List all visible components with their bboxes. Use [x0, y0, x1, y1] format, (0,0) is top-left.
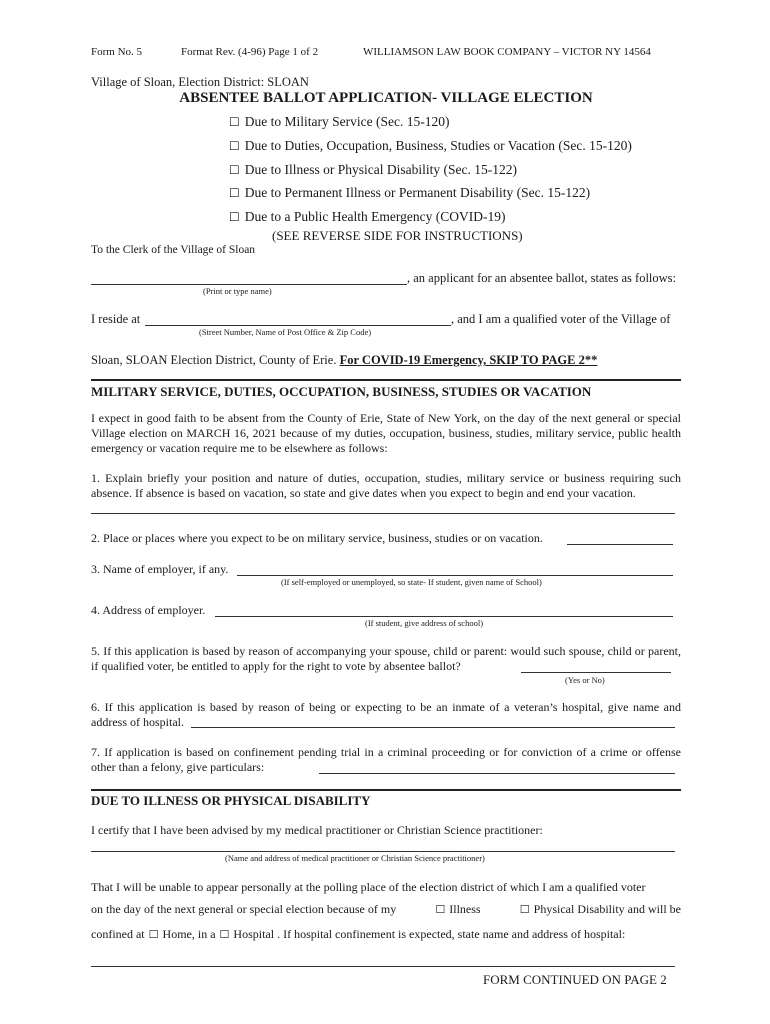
residence-caption: (Street Number, Name of Post Office & Zip Code) — [199, 327, 372, 337]
q3-caption: (If self-employed or unemployed, so state- If student, given name of School) — [281, 577, 542, 587]
footer-continued: FORM CONTINUED ON PAGE 2 — [483, 972, 667, 987]
applicant-name-field[interactable] — [91, 284, 407, 285]
checkbox-permanent[interactable]: ☐ — [229, 186, 240, 200]
reside-suffix: , and I am a qualified voter of the Village of — [451, 312, 671, 326]
q3-answer-field[interactable] — [237, 575, 673, 576]
expect-paragraph: I expect in good faith to be absent from the County of Erie, State of New York, on the day of the next general or special Village election on MARCH 16, 2021 because of my duties, occupation, business, studies, military service, public health emergency or vacation require me to be elsewhere as follows: — [91, 411, 681, 455]
page-title: ABSENTEE BALLOT APPLICATION- VILLAGE ELECTION — [179, 90, 593, 106]
checkbox-illness-reason[interactable]: ☐ — [435, 903, 446, 916]
clerk-line: To the Clerk of the Village of Sloan — [91, 244, 256, 256]
option-illness[interactable]: ☐ Due to Illness or Physical Disability (Sec. 15-122) — [229, 162, 517, 177]
q5-caption: (Yes or No) — [565, 675, 605, 685]
option-permanent[interactable]: ☐ Due to Permanent Illness or Permanent Disability (Sec. 15-122) — [229, 185, 591, 200]
checkbox-covid[interactable]: ☐ — [229, 210, 240, 224]
q4-caption: (If student, give address of school) — [365, 618, 484, 628]
question-1: 1. Explain briefly your position and nature of duties, occupation, studies, military service or business requiring such absence. If absence is based on vacation, so state and give dates when you expect to begin and end your vacation. — [91, 471, 681, 500]
option-military[interactable]: ☐ Due to Military Service (Sec. 15-120) — [229, 114, 450, 129]
q7-answer-field[interactable] — [319, 773, 675, 774]
q6-answer-field[interactable] — [191, 727, 675, 728]
question-5: 5. If this application is based by reason of accompanying your spouse, child or parent: would such spouse, child or parent, if qualified voter, be entitled to apply for the right to vote by absentee ballot? — [91, 644, 681, 673]
checkbox-home[interactable]: ☐ — [148, 928, 159, 941]
hospital-address-field[interactable] — [91, 966, 675, 967]
residence-address-field[interactable] — [145, 325, 451, 326]
question-6: 6. If this application is based by reason of being or expecting to be an inmate of a veteran’s hospital, give name and address of hospital. — [91, 700, 681, 729]
q2-answer-field[interactable] — [567, 544, 673, 545]
format-revision: Format Rev. (4-96) Page 1 of 2 — [181, 46, 319, 58]
question-3: 3. Name of employer, if any. — [91, 562, 229, 576]
reason-line: on the day of the next general or special election because of my ☐ Illness ☐ Physical Disability and will be — [91, 902, 681, 916]
practitioner-caption: (Name and address of medical practitioner or Christian Science practitioner) — [225, 853, 485, 863]
checkbox-hospital[interactable]: ☐ — [219, 928, 230, 941]
option-covid[interactable]: ☐ Due to a Public Health Emergency (COVID-19) — [229, 209, 506, 224]
checkbox-disability-reason[interactable]: ☐ — [519, 903, 530, 916]
section-military-title: MILITARY SERVICE, DUTIES, OCCUPATION, BUSINESS, STUDIES OR VACATION — [91, 384, 592, 399]
covid-skip-note: For COVID-19 Emergency, SKIP TO PAGE 2** — [339, 353, 598, 367]
section-divider-2 — [91, 789, 681, 791]
unable-paragraph: That I will be unable to appear personally at the polling place of the election district of which I am a qualified voter — [91, 880, 646, 894]
question-4: 4. Address of employer. — [91, 603, 206, 617]
certify-line: I certify that I have been advised by my medical practitioner or Christian Science practitioner: — [91, 823, 543, 837]
reside-label: I reside at — [91, 312, 141, 326]
applicant-name-caption: (Print or type name) — [203, 286, 272, 296]
form-number: Form No. 5 — [91, 46, 143, 58]
q5-answer-field[interactable] — [521, 672, 671, 673]
checkbox-duties[interactable]: ☐ — [229, 139, 240, 153]
confined-line: confined at ☐ Home, in a ☐ Hospital . If hospital confinement is expected, state name and address of hospital: — [91, 927, 626, 941]
practitioner-field[interactable] — [91, 851, 675, 852]
village-line: Village of Sloan, Election District: SLOAN — [91, 75, 309, 89]
county-line: Sloan, SLOAN Election District, County of Erie. For COVID-19 Emergency, SKIP TO PAGE 2** — [91, 353, 598, 367]
publisher: WILLIAMSON LAW BOOK COMPANY – VICTOR NY 14564 — [363, 46, 651, 58]
applicant-statement: , an applicant for an absentee ballot, states as follows: — [407, 271, 677, 285]
checkbox-military[interactable]: ☐ — [229, 115, 240, 129]
checkbox-illness[interactable]: ☐ — [229, 163, 240, 177]
question-2: 2. Place or places where you expect to be on military service, business, studies or on vacation. — [91, 531, 543, 545]
section-illness-title: DUE TO ILLNESS OR PHYSICAL DISABILITY — [91, 793, 371, 808]
question-7: 7. If application is based on confinement pending trial in a criminal proceeding or for conviction of a crime or offense other than a felony, give particulars: — [91, 745, 681, 774]
q4-answer-field[interactable] — [215, 616, 673, 617]
form-page — [91, 0, 681, 1024]
option-duties[interactable]: ☐ Due to Duties, Occupation, Business, Studies or Vacation (Sec. 15-120) — [229, 138, 632, 153]
q1-answer-field[interactable] — [91, 513, 675, 514]
section-divider — [91, 379, 681, 381]
instructions-note: (SEE REVERSE SIDE FOR INSTRUCTIONS) — [272, 228, 523, 243]
